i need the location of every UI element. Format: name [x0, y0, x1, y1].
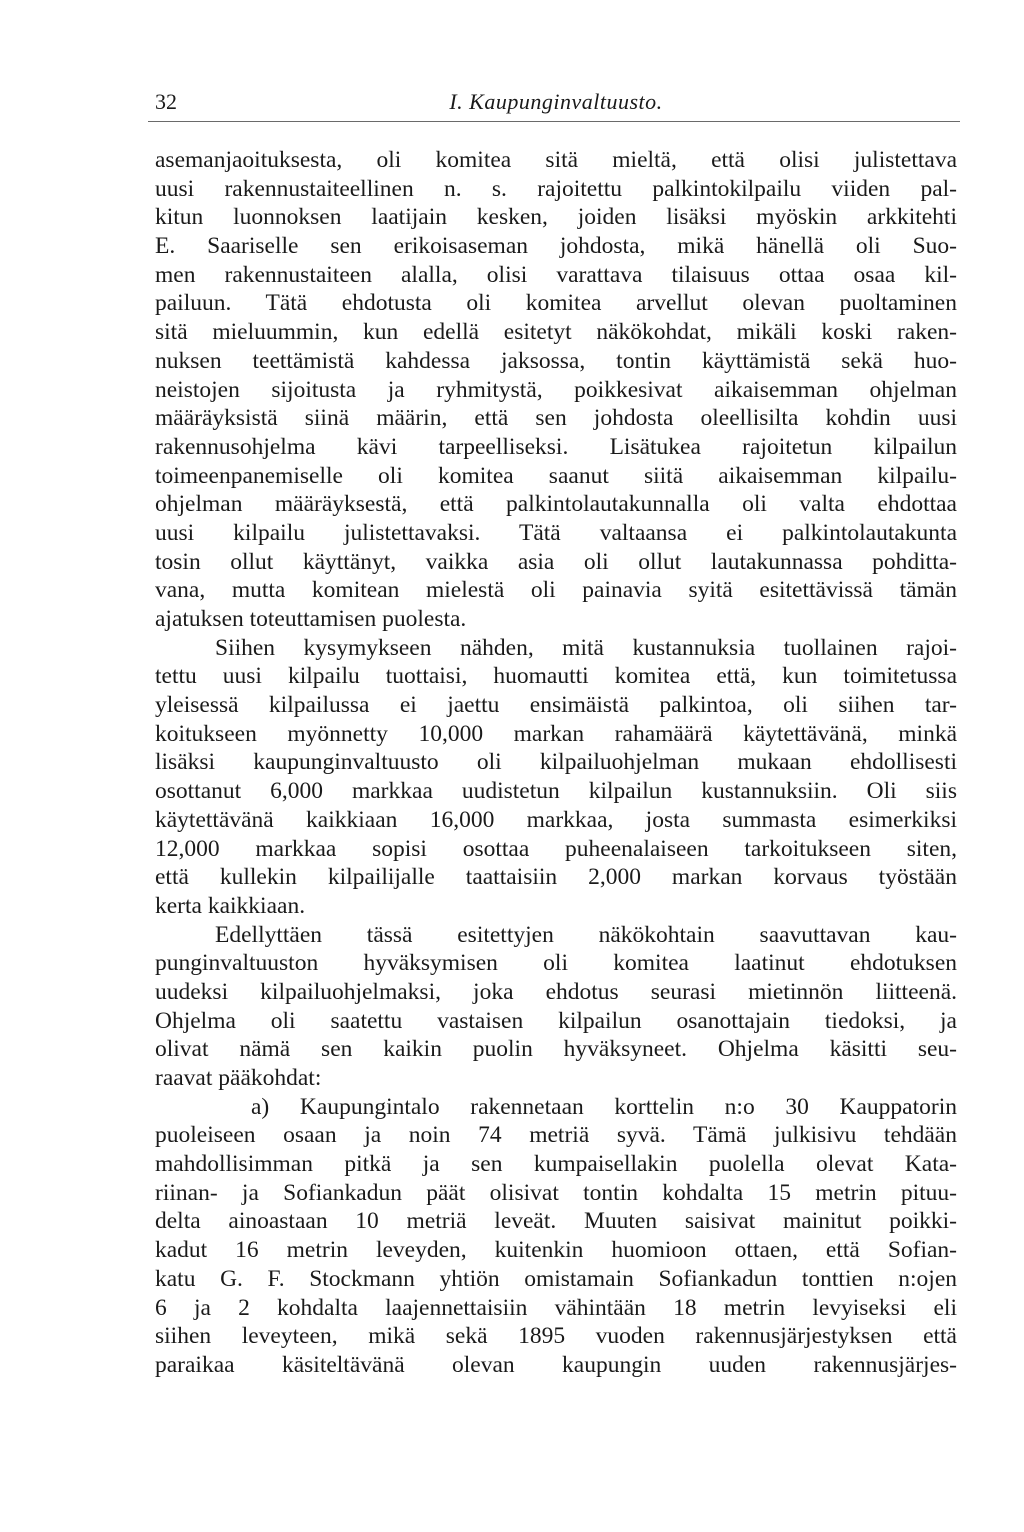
text-line: koitukseen myönnetty 10,000 markan rahamäärä käytettävänä, minkä: [155, 720, 957, 747]
text-line: paraikaa käsiteltävänä olevan kaupungin uuden rakennusjärjes-: [155, 1351, 957, 1378]
text-line: punginvaltuuston hyväksymisen oli komitea laatinut ehdotuksen: [155, 950, 957, 977]
text-line: kitun luonnoksen laatijain kesken, joiden lisäksi myöskin arkkitehti: [155, 204, 957, 231]
text-line: riinan- ja Sofiankadun päät olisivat tontin kohdalta 15 metrin pituu-: [155, 1179, 957, 1206]
text-line: tosin ollut käyttänyt, vaikka asia oli ollut lautakunnassa pohditta-: [155, 548, 957, 575]
text-line: yleisessä kilpailussa ei jaettu ensimäistä palkintoa, oli siihen tar-: [155, 692, 957, 719]
text-line: pailuun. Tätä ehdotusta oli komitea arvellut olevan puoltaminen: [155, 290, 957, 317]
text-line: Ohjelma oli saatettu vastaisen kilpailun osanottajain tiedoksi, ja: [155, 1007, 957, 1034]
text-line: rakennusohjelma kävi tarpeelliseksi. Lisätukea rajoitetun kilpailun: [155, 433, 957, 460]
text-line: siihen leveyteen, mikä sekä 1895 vuoden rakennusjärjestyksen että: [155, 1323, 957, 1350]
header-rule: [148, 121, 960, 122]
text-line: a) Kaupungintalo rakennetaan korttelin n:o 30 Kauppatorin: [251, 1093, 957, 1120]
text-line: 6 ja 2 kohdalta laajennettaisiin vähintään 18 metrin levyiseksi eli: [155, 1294, 957, 1321]
text-line: ajatuksen toteuttamisen puolesta.: [155, 606, 467, 632]
text-line: Edellyttäen tässä esitettyjen näkökohtain saavuttavan kau-: [215, 921, 957, 948]
text-line: kerta kaikkiaan.: [155, 892, 306, 919]
text-line: ohjelman määräyksestä, että palkintolautakunnalla oli valta ehdottaa: [155, 491, 957, 518]
text-line: kadut 16 metrin leveyden, kuitenkin huomioon ottaen, että Sofian-: [155, 1237, 957, 1264]
running-title: I. Kaupunginvaltuusto.: [449, 89, 663, 114]
page-number: 32: [155, 89, 177, 114]
page-header: [155, 86, 957, 118]
text-line: men rakennustaiteen alalla, olisi varattava tilaisuus ottaa osaa kil-: [155, 261, 957, 288]
text-line: delta ainoastaan 10 metriä leveät. Muuten saisivat mainitut poikki-: [155, 1208, 957, 1235]
text-line: sitä mieluummin, kun edellä esitetyt näkökohdat, mikäli koski raken-: [155, 319, 957, 346]
text-line: katu G. F. Stockmann yhtiön omistamain Sofiankadun tonttien n:ojen: [155, 1265, 957, 1292]
text-line: uusi kilpailu julistettavaksi. Tätä valtaansa ei palkintolautakunta: [155, 519, 957, 546]
text-line: uusi rakennustaiteellinen n. s. rajoitettu palkintokilpailu viiden pal-: [155, 175, 957, 202]
text-line: toimeenpanemiselle oli komitea saanut siitä aikaisemman kilpailu-: [155, 462, 957, 489]
text-line: nuksen teettämistä kahdessa jaksossa, tontin käyttämistä sekä huo-: [155, 347, 957, 374]
text-line: tettu uusi kilpailu tuottaisi, huomautti komitea että, kun toimitetussa: [155, 663, 957, 690]
text-line: asemanjaoituksesta, oli komitea sitä mieltä, että olisi julistettava: [155, 147, 957, 173]
text-line: uudeksi kilpailuohjelmaksi, joka ehdotus seurasi mietinnön liitteenä.: [155, 978, 957, 1005]
text-line: raavat pääkohdat:: [155, 1065, 322, 1091]
text-line: osottanut 6,000 markkaa uudistetun kilpailun kustannuksiin. Oli siis: [155, 778, 957, 805]
text-line: 12,000 markkaa sopisi osottaa puheenalaiseen tarkoitukseen siten,: [155, 835, 957, 862]
text-line: Siihen kysymykseen nähden, mitä kustannuksia tuollainen rajoi-: [215, 634, 957, 661]
text-line: että kullekin kilpailijalle taattaisiin 2,000 markan korvaus työstään: [155, 864, 957, 891]
body-text: [155, 146, 957, 1380]
text-line: E. Saariselle sen erikoisaseman johdosta, mikä hänellä oli Suo-: [155, 233, 957, 260]
text-line: puoleiseen osaan ja noin 74 metriä syvä. Tämä julkisivu tehdään: [155, 1122, 957, 1149]
text-line: vana, mutta komitean mielestä oli painavia syitä esitettävissä tämän: [155, 577, 957, 604]
text-line: määräyksistä siinä määrin, että sen johdosta oleellisilta kohdin uusi: [155, 405, 957, 432]
text-line: käytettävänä kaikkiaan 16,000 markkaa, josta summasta esimerkiksi: [155, 806, 957, 833]
text-line: neistojen sijoitusta ja ryhmitystä, poikkesivat aikaisemman ohjelman: [155, 376, 957, 403]
text-line: mahdollisimman pitkä ja sen kumpaisellakin puolella olevat Kata-: [155, 1151, 957, 1178]
text-line: lisäksi kaupunginvaltuusto oli kilpailuohjelman mukaan ehdollisesti: [155, 749, 957, 776]
text-line: olivat nämä sen kaikin puolin hyväksyneet. Ohjelma käsitti seu-: [155, 1036, 957, 1063]
